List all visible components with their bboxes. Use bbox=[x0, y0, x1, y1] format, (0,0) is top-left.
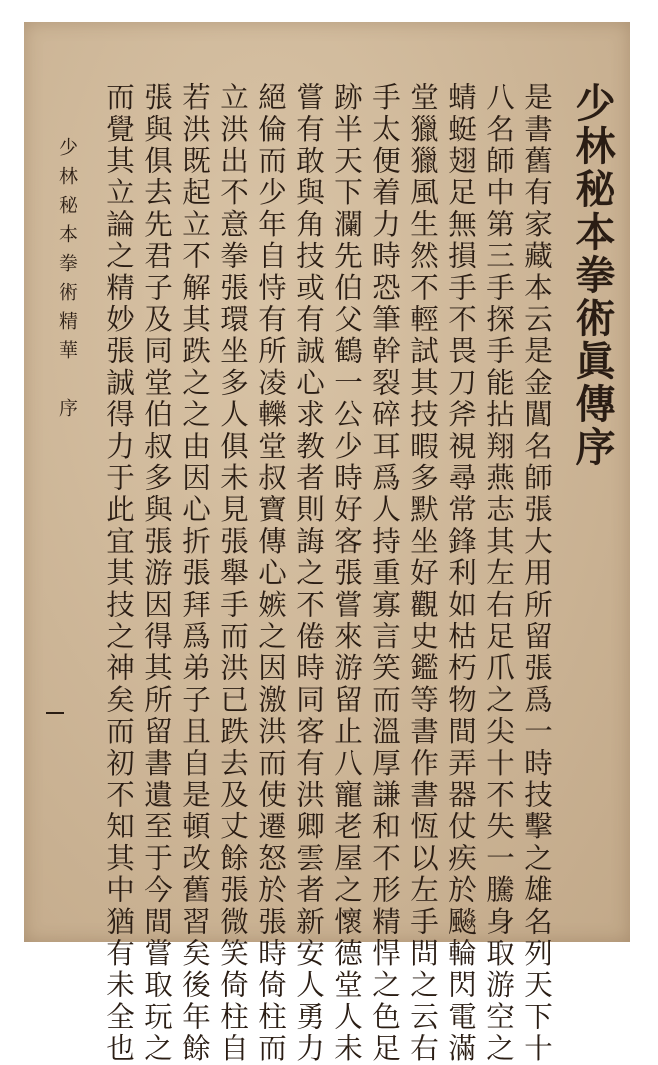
text-column: 手太便着力時恐筆幹裂碎耳爲人持重寡言笑而溫厚謙和不形精悍之色足 bbox=[368, 82, 401, 1065]
text-column: 是書舊有家藏本云是金閶名師張大用所留張爲一時技擊之雄名列天下十 bbox=[520, 82, 553, 1065]
text-column: 嘗有敢與角技或有誠心求教者則誨之不倦時同客有洪卿雲者新安人勇力 bbox=[292, 82, 325, 1065]
text-column: 若洪既起立不解其跌之之由因心折張拜爲弟子且自是頓改舊習矣後年餘 bbox=[178, 82, 211, 1065]
document-page bbox=[24, 22, 630, 1065]
text-column: 蜻蜓翅足無損手不畏刀斧視尋常鋒利如枯朽物間弄器仗疾於飈輪閃電滿 bbox=[444, 82, 477, 1065]
text-column: 立洪出不意拳張環坐多人俱未見張舉手而洪已跌去及丈餘張微笑倚柱自 bbox=[216, 82, 249, 1065]
preface-title: 少林秘本拳術眞傳序 bbox=[569, 82, 616, 469]
running-head: 少林秘本拳術精華 序 bbox=[56, 137, 78, 427]
text-column: 而覺其立論之精妙張誠得力于此宜其技之神矣而初不知其中猶有未全也 bbox=[102, 82, 135, 1065]
page-number bbox=[46, 712, 64, 714]
text-column: 堂獵獵風生然不輕試其技暇多默坐好觀史鑑等書作書恆以左手問之云右 bbox=[406, 82, 439, 1065]
text-column: 絕倫而少年自恃有所凌轢堂叔寶傳心嫉之因激洪而使遷怒於張時倚柱而 bbox=[254, 82, 287, 1065]
text-column: 八名師中第三手探手能拈翔燕志其左右足爪之尖十不失一騰身取游空之 bbox=[482, 82, 515, 1065]
text-column: 跡半天下瀾先伯父鶴一公少時好客張嘗來游留止八寵老屋之懷德堂人未 bbox=[330, 82, 363, 1065]
text-column: 張與俱去先君子及同堂伯叔多與張游因得其所留書遺至于今間嘗取玩之 bbox=[140, 82, 173, 1065]
page-number-text bbox=[46, 712, 47, 713]
